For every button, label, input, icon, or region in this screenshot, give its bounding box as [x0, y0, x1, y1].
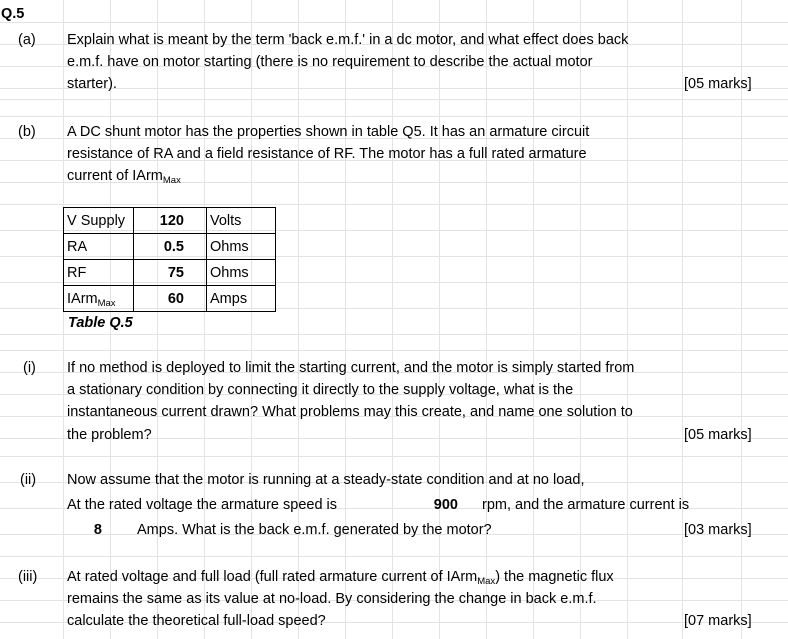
part-b-line-3-text: current of IArm	[67, 168, 163, 184]
part-iii-marks: [07 marks]	[684, 613, 752, 629]
part-b-line-3	[67, 165, 181, 187]
part-ii-line-2a: At the rated voltage the armature speed is	[67, 497, 338, 513]
part-iii-line-1b: ) the magnetic flux	[495, 569, 614, 585]
part-i-line-1: If no method is deployed to limit the starting current, and the motor is simply started from	[67, 360, 635, 376]
part-ii-line-2b: rpm, and the armature current is	[482, 497, 690, 513]
param-subscript: Max	[97, 297, 116, 309]
part-b-line-3-subscript: Max	[162, 175, 181, 186]
table-row	[64, 260, 276, 286]
speed-value: 900	[433, 497, 458, 513]
value-cell: 0.5	[134, 234, 207, 260]
part-iii-label: (iii)	[18, 569, 38, 585]
part-iii-subscript: Max	[477, 576, 496, 587]
part-ii-label: (ii)	[20, 472, 37, 488]
part-i-marks: [05 marks]	[684, 427, 752, 443]
part-i-line-4: the problem?	[67, 427, 152, 443]
table-row	[64, 286, 276, 312]
param-text: IArm	[67, 290, 98, 307]
unit-cell: Ohms	[207, 260, 276, 286]
current-value: 8	[93, 522, 102, 538]
question-number: Q.5	[1, 6, 25, 22]
part-iii-line-3: calculate the theoretical full-load speed?	[67, 613, 326, 629]
part-i-line-3: instantaneous current drawn? What problems may this create, and name one solution to	[67, 404, 633, 420]
param-cell: RA	[64, 234, 134, 260]
part-b-line-2: resistance of RA and a field resistance of RF. The motor has a full rated armature	[67, 146, 587, 162]
part-a-line-3: starter).	[67, 76, 117, 92]
part-ii-line-3: Amps. What is the back e.m.f. generated by the motor?	[137, 522, 492, 538]
part-b-line-1: A DC shunt motor has the properties shown in table Q5. It has an armature circuit	[67, 124, 590, 140]
part-iii-line-1a: At rated voltage and full load (full rated armature current of IArm	[67, 569, 478, 585]
part-i-line-2: a stationary condition by connecting it directly to the supply voltage, what is the	[67, 382, 574, 398]
motor-properties-table	[63, 207, 276, 312]
part-a-marks: [05 marks]	[684, 76, 752, 92]
part-iii-line-2: remains the same as its value at no-load. By considering the change in back e.m.f.	[67, 591, 597, 607]
part-a-line-1: Explain what is meant by the term 'back e.m.f.' in a dc motor, and what effect does back	[67, 32, 629, 48]
unit-cell: Amps	[207, 286, 276, 312]
param-cell: V Supply	[64, 208, 134, 234]
value-cell: 60	[134, 286, 207, 312]
part-i-label: (i)	[23, 360, 36, 376]
param-cell	[64, 286, 134, 312]
unit-cell: Ohms	[207, 234, 276, 260]
param-cell: RF	[64, 260, 134, 286]
table-caption: Table Q.5	[68, 315, 133, 331]
part-a-line-2: e.m.f. have on motor starting (there is no requirement to describe the actual motor	[67, 54, 593, 70]
table-row	[64, 208, 276, 234]
part-iii-line-1	[67, 566, 614, 588]
part-ii-line-1: Now assume that the motor is running at a steady-state condition and at no load,	[67, 472, 585, 488]
value-cell: 120	[134, 208, 207, 234]
part-a-label: (a)	[18, 32, 36, 48]
part-ii-marks: [03 marks]	[684, 522, 752, 538]
unit-cell: Volts	[207, 208, 276, 234]
table-row	[64, 234, 276, 260]
part-b-label: (b)	[18, 124, 36, 140]
value-cell: 75	[134, 260, 207, 286]
